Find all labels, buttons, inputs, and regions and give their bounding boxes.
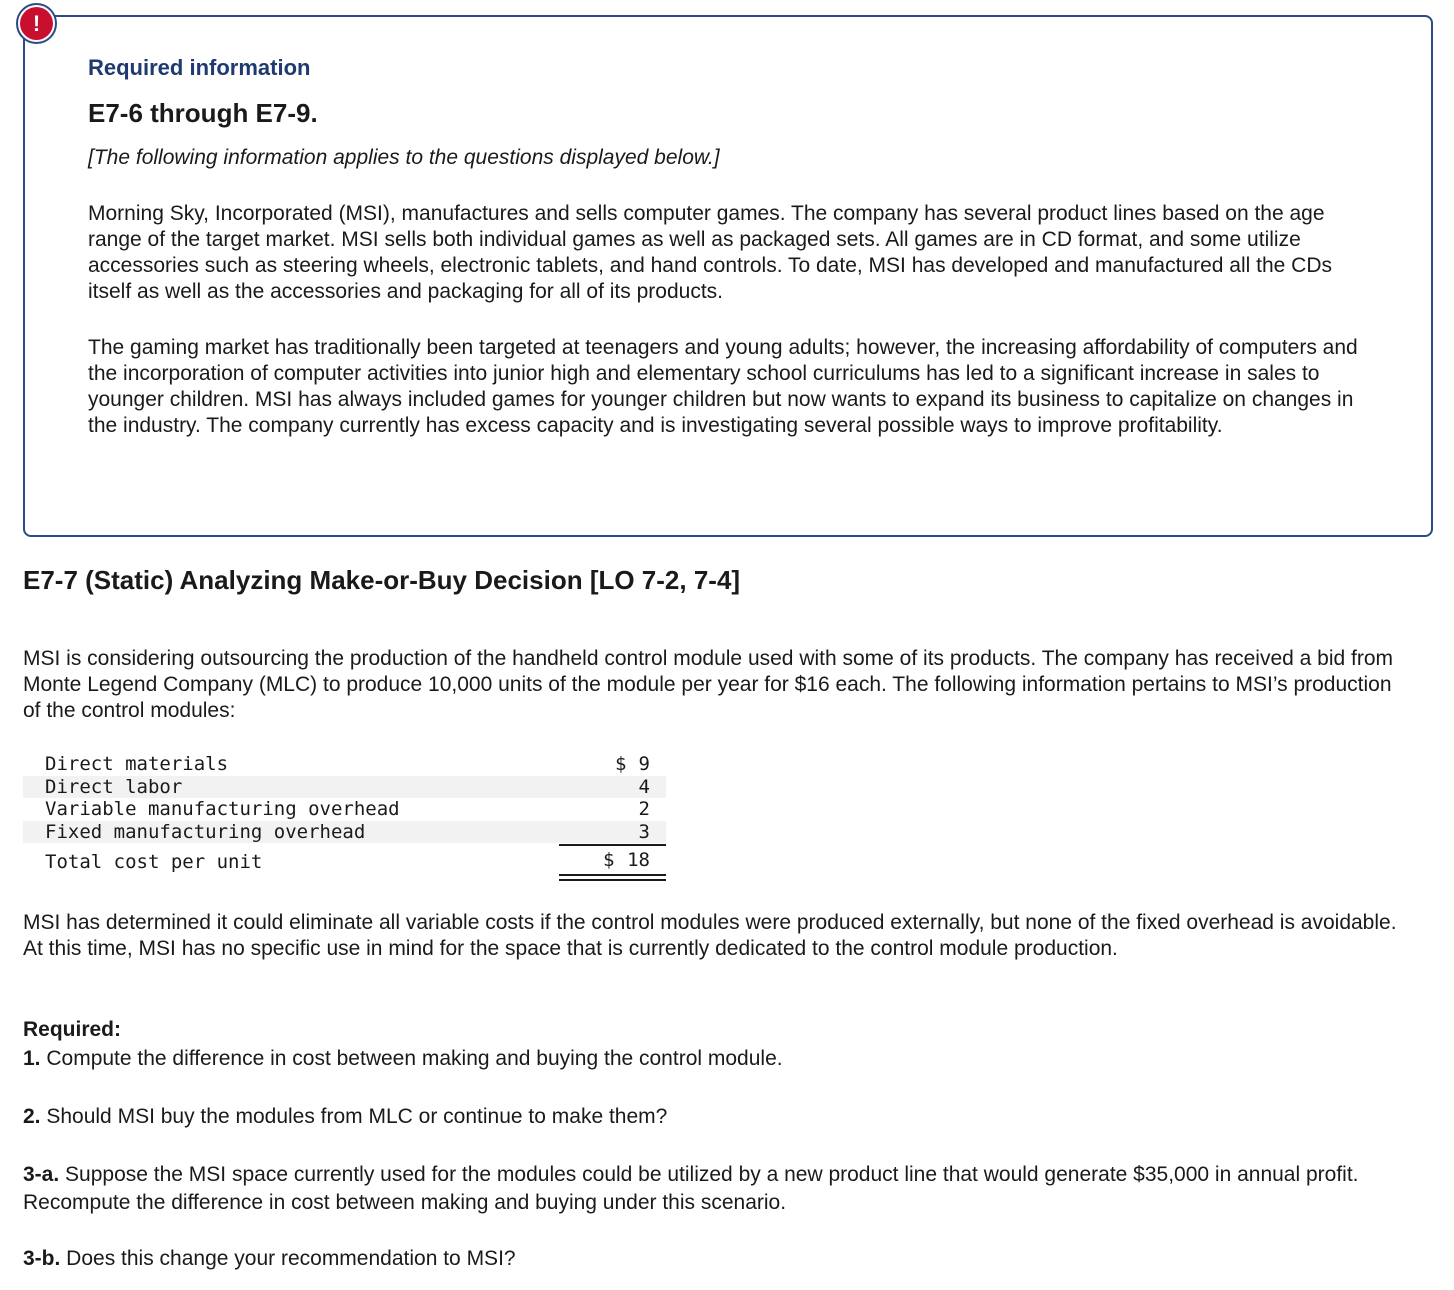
- row-value: 9: [638, 753, 650, 775]
- table-row: [23, 753, 666, 776]
- row-value: 2: [638, 798, 650, 820]
- question-number: 2.: [23, 1105, 41, 1128]
- total-row: [23, 843, 666, 877]
- question-text: Does this change your recommendation to MSI?: [60, 1247, 516, 1270]
- row-label: Direct labor: [45, 775, 183, 798]
- exercise-title: E7-7 (Static) Analyzing Make-or-Buy Decision [LO 7-2, 7-4]: [23, 565, 741, 595]
- table-row: [23, 798, 666, 821]
- question-3a: [23, 1161, 1413, 1217]
- question-text: Should MSI buy the modules from MLC or continue to make them?: [40, 1105, 668, 1128]
- intro-note: [The following information applies to the questions displayed below.]: [88, 146, 720, 169]
- total-label: Total cost per unit: [45, 851, 263, 873]
- cost-table: [23, 753, 666, 877]
- exercise-range-title: E7-6 through E7-9.: [88, 98, 318, 128]
- question-text: Suppose the MSI space currently used for the modules could be utilized by a new product line that would generate $35,000 in annual profit. Recompute the difference in cost between making and buying under this scenario.: [23, 1163, 1359, 1214]
- required-heading: Required:: [23, 1018, 122, 1041]
- question-number: 1.: [23, 1047, 41, 1070]
- total-value: 18: [627, 849, 650, 871]
- market-context-paragraph: The gaming market has traditionally been targeted at teenagers and young adults; however, the increasing affordability of computers and the incorporation of computer activities into junior high and elementary school curriculums has led to a significant increase in sales to younger children. MSI has always included games for younger children but now wants to expand its business to capitalize on changes in the industry. The company currently has excess capacity and is investigating several possible ways to improve profitability.: [88, 336, 1358, 437]
- variable-costs-paragraph: MSI has determined it could eliminate all variable costs if the control modules were produced externally, but none of the fixed overhead is avoidable. At this time, MSI has no specific use in mind for the space that is currently dedicated to the control module production.: [23, 911, 1397, 960]
- question-1: [23, 1045, 1413, 1073]
- row-value: 3: [638, 820, 650, 843]
- question-3b: [23, 1245, 1413, 1273]
- row-label: Variable manufacturing overhead: [45, 798, 400, 820]
- question-number: 3-a.: [23, 1163, 60, 1186]
- required-information-label: Required information: [88, 55, 311, 80]
- table-row: [23, 821, 666, 844]
- outsourcing-paragraph: MSI is considering outsourcing the production of the handheld control module used with some of its products. The company has received a bid from Monte Legend Company (MLC) to produce 10,000 units of the module per year for $16 each. The following information pertains to MSI’s production of the control modules:: [23, 647, 1394, 722]
- row-value: 4: [638, 775, 650, 798]
- row-label: Direct materials: [45, 753, 229, 775]
- total-currency-symbol: $: [603, 849, 615, 871]
- alert-badge: [16, 3, 57, 44]
- currency-symbol: $: [615, 753, 627, 775]
- question-text: Compute the difference in cost between making and buying the control module.: [40, 1047, 783, 1070]
- question-2: [23, 1103, 1413, 1131]
- exclamation-icon: !: [20, 7, 53, 40]
- row-label: Fixed manufacturing overhead: [45, 820, 366, 843]
- table-row: [23, 776, 666, 799]
- total-double-rule: [559, 874, 666, 881]
- company-background-paragraph: Morning Sky, Incorporated (MSI), manufactures and sells computer games. The company has several product lines based on the age range of the target market. MSI sells both individual games as well as packaged sets. All games are in CD format, and some utilize accessories such as steering wheels, electronic tablets, and hand controls. To date, MSI has developed and manufactured all the CDs itself as well as the accessories and packaging for all of its products.: [88, 202, 1332, 303]
- question-number: 3-b.: [23, 1247, 61, 1270]
